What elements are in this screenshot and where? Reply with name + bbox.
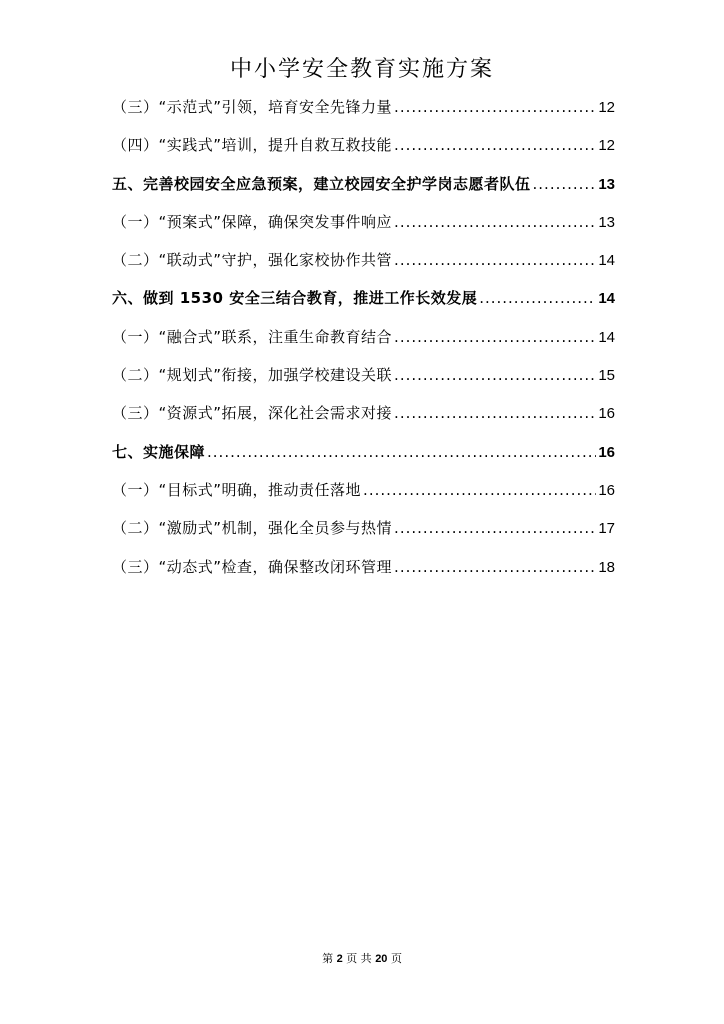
- footer-total-pages: 20: [375, 953, 388, 965]
- toc-entry[interactable]: [112, 126, 615, 164]
- toc-entry-page: 18: [598, 558, 615, 576]
- dot-leader: [394, 548, 596, 586]
- toc-entry-page: 14: [598, 290, 615, 308]
- footer-prefix: 第: [322, 952, 334, 965]
- toc-entry-page: 17: [598, 520, 615, 538]
- toc-entry[interactable]: [112, 241, 615, 279]
- dot-leader: [394, 126, 596, 164]
- table-of-contents: [112, 88, 615, 586]
- toc-entry-page: 13: [598, 213, 615, 231]
- dot-leader: [533, 165, 597, 203]
- toc-entry[interactable]: [112, 279, 615, 317]
- toc-entry-title: 七、实施保障: [112, 442, 206, 461]
- toc-entry-title: 五、完善校园安全应急预案，建立校园安全护学岗志愿者队伍: [112, 174, 531, 193]
- page-footer: [0, 950, 724, 966]
- toc-entry-title: （二）“联动式”守护，强化家校协作共管: [112, 251, 393, 270]
- toc-entry-page: 15: [598, 367, 615, 385]
- toc-entry-page: 16: [598, 443, 615, 461]
- dot-leader: [207, 433, 596, 471]
- toc-entry-title: （一）“目标式”明确，推动责任落地: [112, 480, 362, 499]
- dot-leader: [394, 241, 596, 279]
- toc-entry-title: （二）“激励式”机制，强化全员参与热情: [112, 519, 393, 538]
- toc-entry-page: 12: [598, 99, 615, 116]
- toc-entry[interactable]: [112, 509, 615, 547]
- toc-entry-title: （三）“示范式”引领，培育安全先锋力量: [112, 98, 393, 116]
- toc-entry[interactable]: [112, 203, 615, 241]
- toc-entry[interactable]: [112, 471, 615, 509]
- dot-leader: [394, 394, 596, 432]
- toc-entry-title: （一）“预案式”保障，确保突发事件响应: [112, 212, 393, 231]
- toc-entry-title: （二）“规划式”衔接，加强学校建设关联: [112, 366, 393, 385]
- toc-entry[interactable]: [112, 356, 615, 394]
- toc-entry[interactable]: [112, 394, 615, 432]
- toc-entry[interactable]: [112, 318, 615, 356]
- dot-leader: [394, 509, 596, 547]
- toc-entry-page: 13: [598, 175, 615, 193]
- toc-entry-title: （一）“融合式”联系，注重生命教育结合: [112, 327, 393, 346]
- document-title: 中小学安全教育实施方案: [229, 57, 494, 82]
- toc-entry-title: （三）“动态式”检查，确保整改闭环管理: [112, 557, 393, 576]
- toc-entry-title: 六、做到 1530 安全三结合教育，推进工作长效发展: [112, 289, 478, 308]
- toc-entry-page: 14: [598, 328, 615, 346]
- toc-entry[interactable]: [112, 165, 615, 203]
- toc-entry[interactable]: [112, 88, 615, 126]
- toc-entry-title: （四）“实践式”培训，提升自救互救技能: [112, 136, 393, 155]
- toc-entry[interactable]: [112, 433, 615, 471]
- dot-leader: [479, 279, 596, 317]
- dot-leader: [394, 203, 596, 241]
- dot-leader: [394, 318, 596, 356]
- toc-entry-page: 14: [598, 252, 615, 270]
- toc-entry-page: 12: [598, 137, 615, 155]
- toc-entry-page: 16: [598, 405, 615, 423]
- footer-suffix: 页: [390, 952, 402, 965]
- toc-entry[interactable]: [112, 548, 615, 586]
- dot-leader: [394, 356, 596, 394]
- toc-entry-page: 16: [598, 481, 615, 499]
- footer-middle: 页 共: [346, 952, 372, 965]
- dot-leader: [394, 88, 596, 126]
- toc-entry-title: （三）“资源式”拓展，深化社会需求对接: [112, 404, 393, 423]
- dot-leader: [363, 471, 596, 509]
- footer-current-page: 2: [336, 953, 343, 965]
